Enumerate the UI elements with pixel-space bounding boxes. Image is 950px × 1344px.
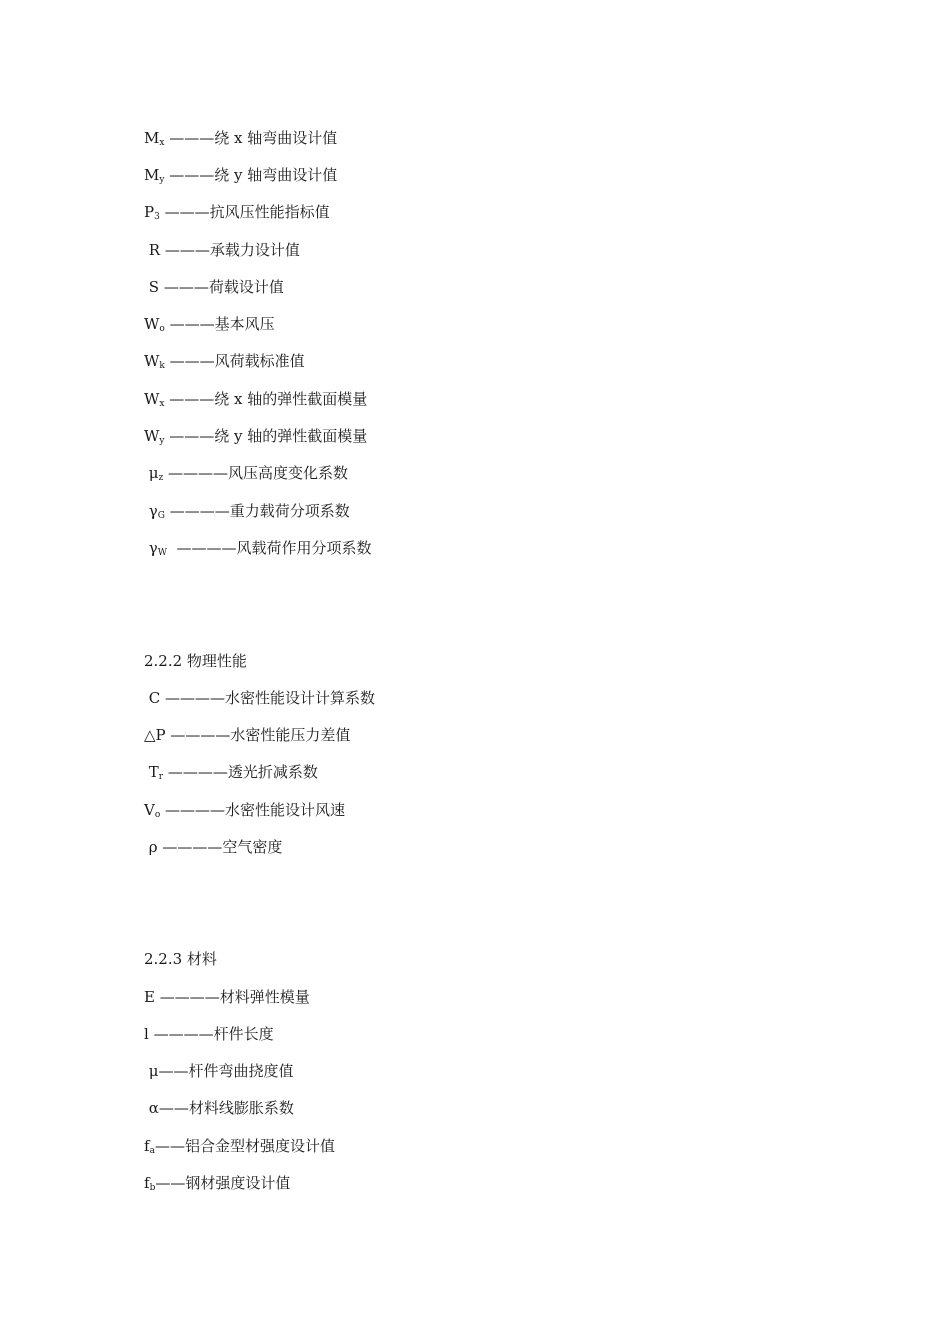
- symbol: W: [144, 352, 160, 370]
- definition-text: ————重力载荷分项系数: [164, 502, 350, 520]
- definition-text: ————空气密度: [157, 838, 283, 856]
- symbol: E: [144, 988, 155, 1006]
- definition-text: ———绕 x 轴的弹性截面模量: [164, 390, 368, 408]
- symbol: M: [144, 129, 160, 147]
- symbol: C: [144, 689, 161, 707]
- symbol: △P: [144, 726, 166, 744]
- symbol: T: [144, 763, 159, 781]
- definition-e: [144, 987, 310, 1012]
- definition-text: ————风载荷作用分项系数: [167, 539, 372, 557]
- section-heading-physical: 2.2.2 物理性能: [144, 652, 247, 670]
- symbol-subscript: o: [154, 810, 161, 820]
- symbol: W: [144, 315, 160, 333]
- definition-text: ————水密性能设计风速: [160, 801, 346, 819]
- symbol: γ: [144, 502, 158, 520]
- symbol: S: [144, 278, 160, 296]
- symbol: μ: [144, 1062, 159, 1080]
- definition-delta-p: [144, 725, 350, 750]
- symbol-subscript: z: [158, 473, 164, 483]
- symbol: μ: [144, 464, 159, 482]
- symbol: f: [144, 1137, 150, 1155]
- definition-fa: [144, 1136, 335, 1161]
- symbol: M: [144, 166, 160, 184]
- definition-text: ———绕 y 轴的弹性截面模量: [164, 427, 368, 445]
- symbol-subscript: y: [159, 175, 165, 185]
- symbol: W: [144, 390, 160, 408]
- definition-text: ———抗风压性能指标值: [159, 203, 330, 221]
- symbol-subscript: x: [159, 138, 165, 148]
- definition-text: ——材料线膨胀系数: [158, 1099, 294, 1117]
- symbol-subscript: W: [157, 548, 167, 558]
- definition-s: [144, 277, 284, 302]
- definition-mx: [144, 128, 337, 153]
- definition-c: [144, 688, 375, 713]
- symbol-subscript: r: [158, 772, 164, 782]
- symbol: P: [144, 203, 155, 221]
- definition-text: ———绕 x 轴弯曲设计值: [164, 129, 338, 147]
- symbol: γ: [144, 539, 158, 557]
- symbol-subscript: G: [157, 511, 165, 521]
- definition-text: ———基本风压: [164, 315, 275, 333]
- symbol-subscript: 3: [154, 212, 160, 222]
- definition-mu-z: [144, 463, 348, 488]
- definition-wy: [144, 426, 367, 451]
- symbol: α: [144, 1099, 159, 1117]
- definition-text: ————风压高度变化系数: [163, 464, 349, 482]
- definition-wo: [144, 314, 275, 339]
- symbol: l: [144, 1025, 149, 1043]
- symbol-subscript: b: [149, 1183, 156, 1193]
- definition-text: ——铝合金型材强度设计值: [154, 1137, 335, 1155]
- definition-r: [144, 240, 300, 265]
- definition-text: ————水密性能压力差值: [165, 726, 351, 744]
- definition-text: ——钢材强度设计值: [155, 1174, 291, 1192]
- symbol: ρ: [144, 838, 158, 856]
- definition-gamma-g: [144, 501, 350, 526]
- definition-text: ————水密性能设计计算系数: [160, 689, 376, 707]
- definition-p3: [144, 202, 330, 227]
- symbol-subscript: y: [159, 436, 165, 446]
- definition-gamma-w: [144, 538, 372, 563]
- definition-vo: [144, 800, 345, 825]
- definition-l: [144, 1024, 274, 1049]
- symbol-subscript: o: [159, 324, 165, 334]
- definition-text: ———承载力设计值: [160, 241, 300, 259]
- definition-text: ————透光折减系数: [163, 763, 318, 781]
- definition-text: ————材料弹性模量: [154, 988, 310, 1006]
- definition-wx: [144, 389, 367, 414]
- definition-text: ———荷载设计值: [159, 278, 284, 296]
- definition-my: [144, 165, 337, 190]
- definition-tr: [144, 762, 318, 787]
- symbol-subscript: x: [159, 399, 165, 409]
- definition-wk: [144, 351, 305, 376]
- definition-text: ———风荷载标准值: [164, 352, 305, 370]
- definition-alpha: [144, 1098, 294, 1123]
- definition-rho: [144, 837, 282, 862]
- symbol: W: [144, 427, 160, 445]
- symbol-subscript: a: [149, 1146, 155, 1156]
- symbol: R: [144, 241, 161, 259]
- definition-text: ——杆件弯曲挠度值: [158, 1062, 294, 1080]
- definition-fb: [144, 1173, 290, 1198]
- symbol: V: [144, 801, 155, 819]
- section-heading-materials: 2.2.3 材料: [144, 950, 217, 968]
- symbol-subscript: k: [159, 361, 165, 371]
- definition-text: ————杆件长度: [148, 1025, 274, 1043]
- definition-mu: [144, 1061, 294, 1086]
- definition-text: ———绕 y 轴弯曲设计值: [164, 166, 338, 184]
- symbol: f: [144, 1174, 150, 1192]
